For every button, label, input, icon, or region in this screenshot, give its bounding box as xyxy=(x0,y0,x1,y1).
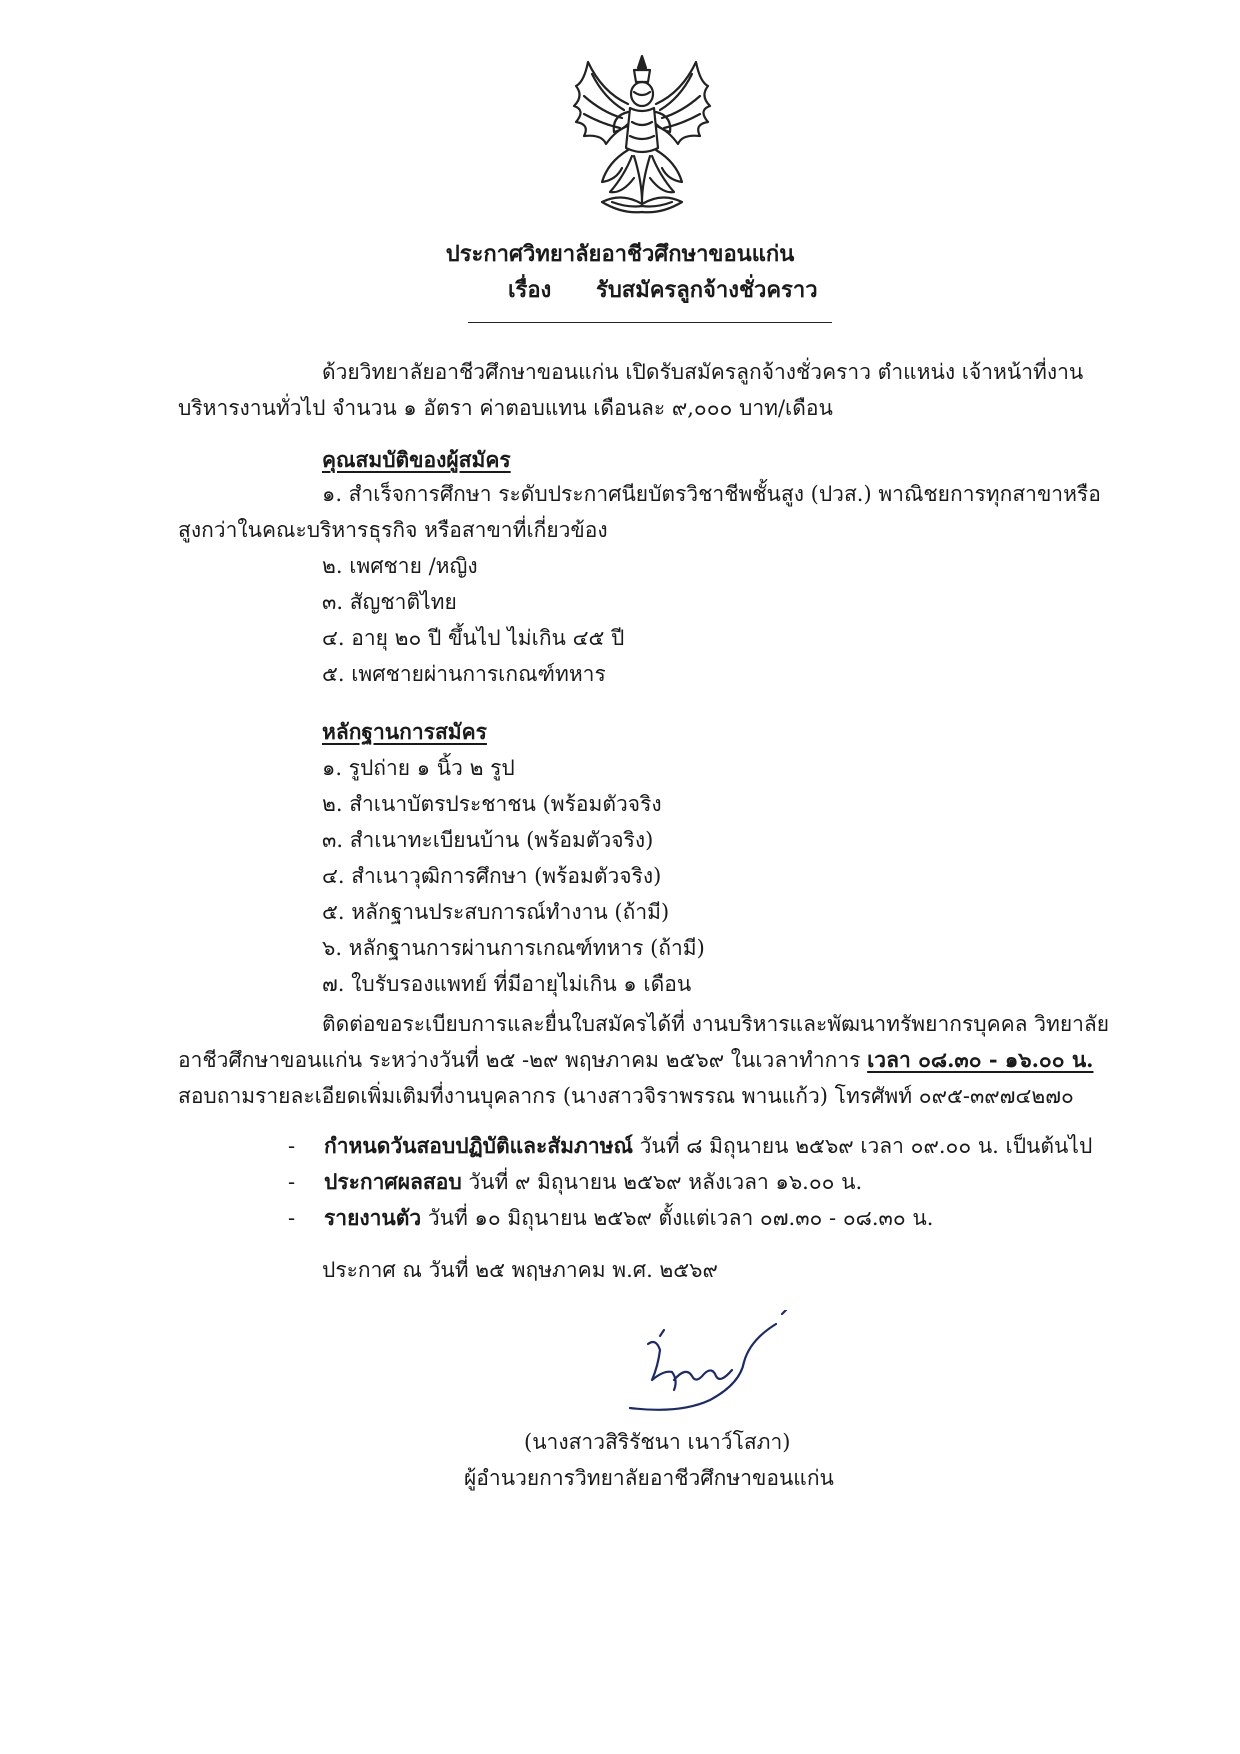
qualifications-heading: คุณสมบัติของผู้สมัคร xyxy=(322,447,511,472)
schedule-label: ประกาศผลสอบ xyxy=(324,1169,462,1194)
bullet: - xyxy=(288,1134,296,1158)
qualification-item-3: ๓. สัญชาติไทย xyxy=(322,590,457,614)
document-item: ๗. ใบรับรองแพทย์ ที่มีอายุไม่เกิน ๑ เดือน xyxy=(322,972,692,996)
garuda-emblem-icon xyxy=(562,52,722,222)
schedule-item-result xyxy=(288,1166,862,1199)
schedule-label: กำหนดวันสอบปฏิบัติและสัมภาษณ์ xyxy=(324,1133,633,1158)
bullet: - xyxy=(288,1170,296,1194)
schedule-text: วันที่ ๑๐ มิถุนายน ๒๕๖๙ ตั้งแต่เวลา ๐๗.๓๐ - ๐๘.๓๐ น. xyxy=(421,1206,934,1230)
document-item: ๔. สำเนาวุฒิการศึกษา (พร้อมตัวจริง) xyxy=(322,864,662,888)
contact-line-1: ติดต่อขอระเบียบการและยื่นใบสมัครได้ที่ งานบริหารและพัฒนาทรัพยากรบุคคล วิทยาลัย xyxy=(322,1012,1110,1036)
qualification-item-2: ๒. เพศชาย /หญิง xyxy=(322,554,478,578)
intro-line-2: บริหารงานทั่วไป จำนวน ๑ อัตรา ค่าตอบแทน เดือนละ ๙,๐๐๐ บาท/เดือน xyxy=(178,396,833,420)
signatory-name: (นางสาวสิริรัชนา เนาว์โสภา) xyxy=(524,1430,791,1454)
intro-line-1: ด้วยวิทยาลัยอาชีวศึกษาขอนแก่น เปิดรับสมัครลูกจ้างชั่วคราว ตำแหน่ง เจ้าหน้าที่งาน xyxy=(322,360,1084,384)
announcement-title: ประกาศวิทยาลัยอาชีวศึกษาขอนแก่น xyxy=(445,241,795,267)
signatory-position: ผู้อำนวยการวิทยาลัยอาชีวศึกษาขอนแก่น xyxy=(464,1466,834,1490)
document-item: ๑. รูปถ่าย ๑ นิ้ว ๒ รูป xyxy=(322,756,515,780)
bullet: - xyxy=(288,1206,296,1230)
schedule-text: วันที่ ๘ มิถุนายน ๒๕๖๙ เวลา ๐๙.๐๐ น. เป็นต้นไป xyxy=(632,1134,1093,1158)
schedule-item-report xyxy=(288,1202,933,1235)
document-item: ๒. สำเนาบัตรประชาชน (พร้อมตัวจริง xyxy=(322,792,662,816)
document-item: ๓. สำเนาทะเบียนบ้าน (พร้อมตัวจริง) xyxy=(322,828,654,852)
subject-label: เรื่อง xyxy=(508,277,552,303)
document-item: ๖. หลักฐานการผ่านการเกณฑ์ทหาร (ถ้ามี) xyxy=(322,936,705,960)
qualification-item-5: ๕. เพศชายผ่านการเกณฑ์ทหาร xyxy=(322,662,606,686)
schedule-text: วันที่ ๙ มิถุนายน ๒๕๖๙ หลังเวลา ๑๖.๐๐ น. xyxy=(461,1170,863,1194)
qualification-item-1-cont: สูงกว่าในคณะบริหารธุรกิจ หรือสาขาที่เกี่ยวข้อง xyxy=(178,518,608,542)
schedule-label: รายงานตัว xyxy=(324,1205,422,1230)
handwritten-signature-icon xyxy=(600,1310,800,1420)
document-item: ๕. หลักฐานประสบการณ์ทำงาน (ถ้ามี) xyxy=(322,900,670,924)
contact-period-text: อาชีวศึกษาขอนแก่น ระหว่างวันที่ ๒๕ -๒๙ พฤษภาคม ๒๕๖๙ ในเวลาทำการ xyxy=(178,1048,861,1072)
schedule-item-exam xyxy=(288,1130,1092,1163)
announcement-date: ประกาศ ณ วันที่ ๒๕ พฤษภาคม พ.ศ. ๒๕๖๙ xyxy=(322,1258,718,1282)
contact-line-3: สอบถามรายละเอียดเพิ่มเติมที่งานบุคลากร (นางสาวจิราพรรณ พานแก้ว) โทรศัพท์ ๐๙๕-๓๙๗๔๒๗๐ xyxy=(178,1084,1074,1108)
qualification-item-4: ๔. อายุ ๒๐ ปี ขึ้นไป ไม่เกิน ๔๕ ปี xyxy=(322,626,625,650)
documents-heading: หลักฐานการสมัคร xyxy=(322,719,487,744)
office-hours: เวลา ๐๘.๓๐ - ๑๖.๐๐ น. xyxy=(867,1047,1094,1072)
subject-text: รับสมัครลูกจ้างชั่วคราว xyxy=(596,277,818,303)
contact-line-2 xyxy=(178,1044,1094,1077)
qualification-item-1: ๑. สำเร็จการศึกษา ระดับประกาศนียบัตรวิชาชีพชั้นสูง (ปวส.) พาณิชยการทุกสาขาหรือ xyxy=(322,482,1101,506)
title-divider xyxy=(468,322,832,323)
